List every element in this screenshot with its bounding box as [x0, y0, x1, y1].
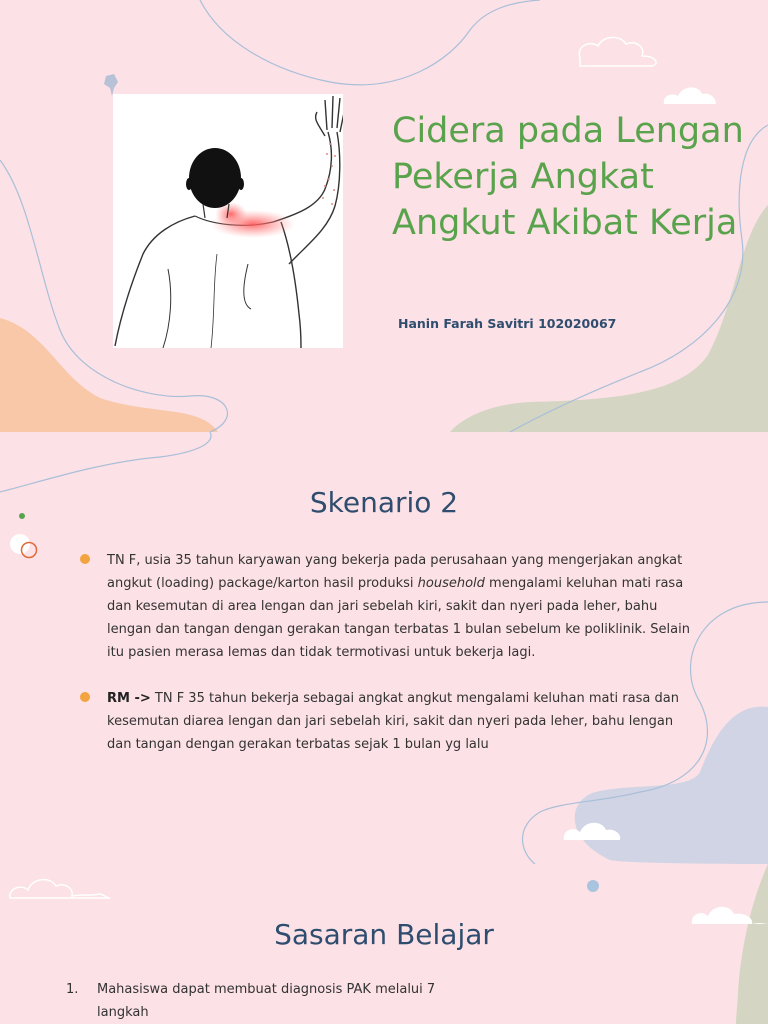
- bullet-dot: [80, 554, 90, 564]
- objectives-heading: Sasaran Belajar: [274, 918, 494, 951]
- medical-record-bullet: [80, 687, 700, 756]
- scenario-heading: Skenario 2: [309, 486, 459, 519]
- objective-item: [66, 978, 466, 1024]
- objectives-slide: [0, 864, 768, 1024]
- bullet-dot: [80, 692, 90, 702]
- cloud-icon: [10, 880, 110, 898]
- back-pain-illustration: [113, 94, 343, 348]
- scenario-bullet: [80, 549, 700, 664]
- bullet-text: TN F, usia 35 tahun karyawan yang bekerja pada perusahaan yang mengerjakan angkat angkut (loading) package/karton hasil produksi household mengalami keluhan mati rasa dan kesemutan di area lengan dan jari sebelah kiri, sakit dan nyeri pada leher, bahu lengan dan tangan dengan gerakan tangan terbatas 1 bulan sebelum ke poliklinik. Selain itu pasien merasa lemas dan tidak termotivasi untuk bekerja lagi.: [107, 553, 690, 660]
- pushpin-icon: [100, 72, 126, 100]
- cloud-icon: [579, 37, 656, 66]
- slide-title: Cidera pada Lengan Pekerja Angkat Angkut Akibat Kerja: [392, 111, 744, 243]
- title-slide: [0, 0, 768, 432]
- objective-text: Mahasiswa dapat membuat diagnosis PAK melalui 7 langkah: [97, 982, 436, 1020]
- author-name: Hanin Farah Savitri 102020067: [398, 316, 617, 331]
- bullet-text: RM -> TN F 35 tahun bekerja sebagai angkat angkut mengalami keluhan mati rasa dan kesemutan diarea lengan dan jari sebelah kiri, sakit dan nyeri pada leher, bahu lengan dan tangan dengan gerakan terbatas sejak 1 bulan yg lalu: [107, 691, 679, 752]
- cloud-icon: [664, 87, 716, 104]
- scenario-slide: [0, 432, 768, 864]
- objective-number: 1.: [66, 982, 79, 997]
